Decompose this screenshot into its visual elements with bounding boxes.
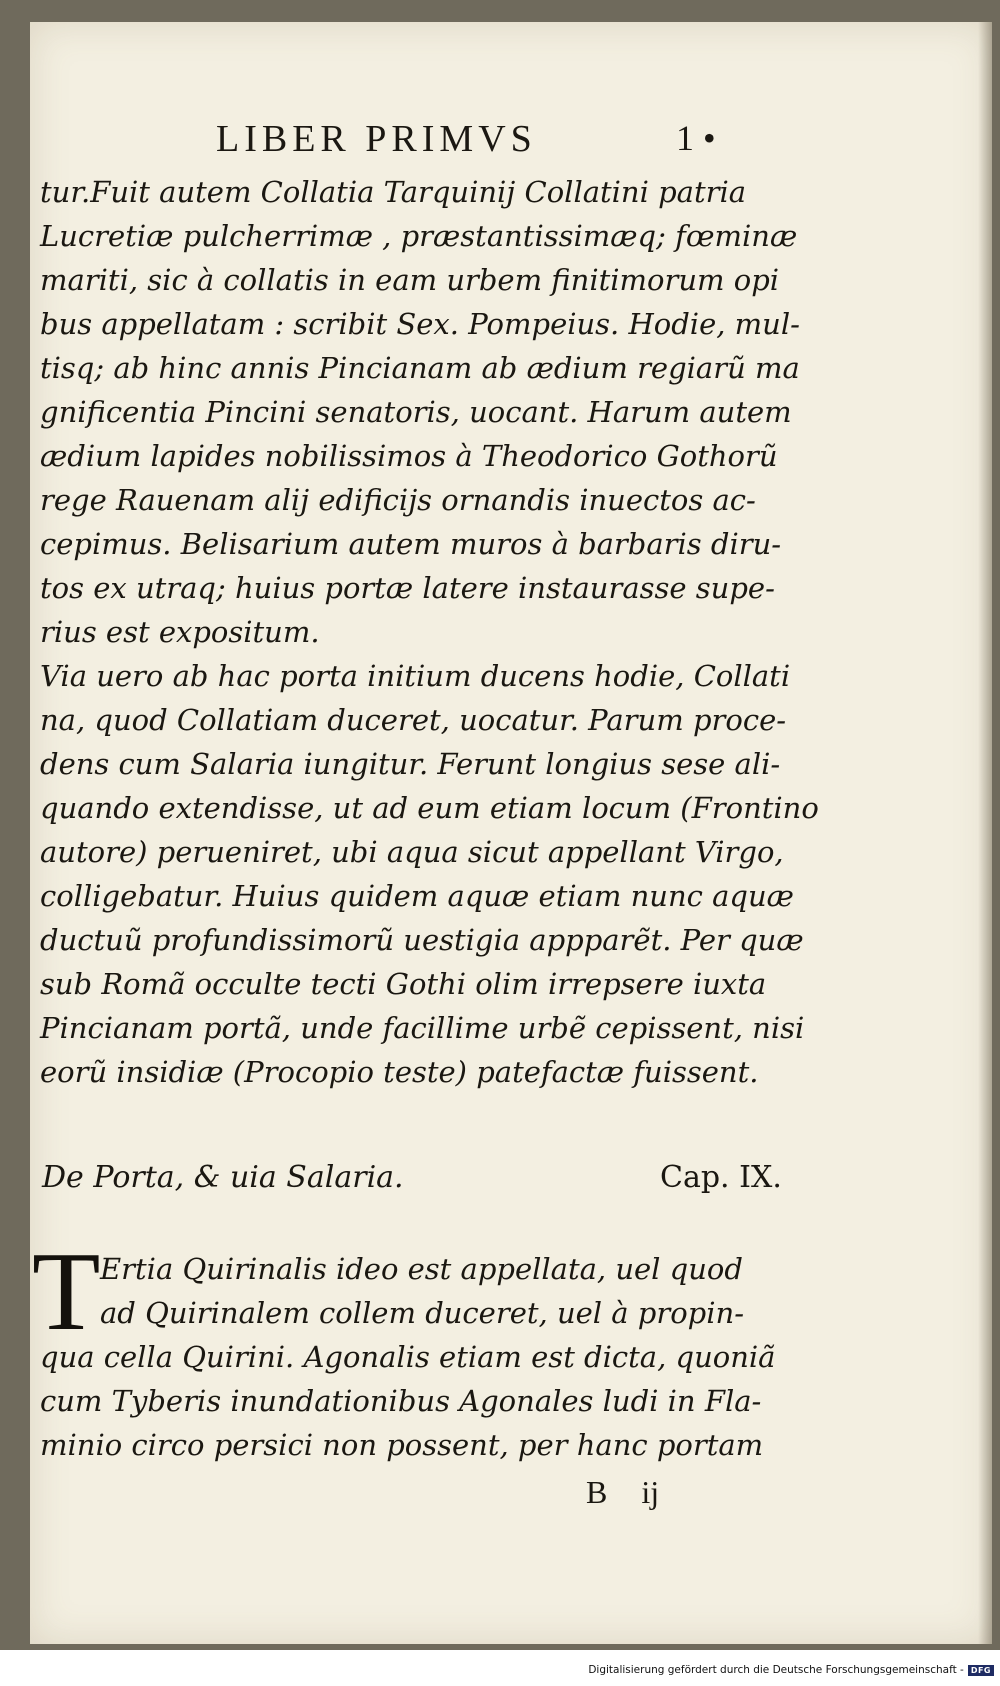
dfg-logo: DFG (968, 1665, 994, 1676)
text-line: sub Romã occulte tecti Gothi olim irrepsere iuxta (40, 967, 767, 1001)
text-line: dens cum Salaria iungitur. Ferunt longius sese ali- (40, 747, 781, 781)
text-line: tur.Fuit autem Collatia Tarquinij Collatini patria (40, 175, 747, 209)
text-line: Lucretiæ pulcherrimæ , præstantissimæq; fœminæ (40, 219, 798, 253)
text-line: qua cella Quirini. Agonalis etiam est dicta, quoniã (40, 1340, 776, 1374)
chapter-number: Cap. IX. (660, 1160, 782, 1195)
chapter-heading (30, 1160, 992, 1204)
text-line: ad Quirinalem collem duceret, uel à propin- (100, 1296, 744, 1330)
text-line: eorũ insidiæ (Procopio teste) patefactæ fuissent. (40, 1055, 759, 1089)
text-line: tisq; ab hinc annis Pincianam ab ædium regiarũ ma (40, 351, 800, 385)
digitization-credit (588, 1664, 994, 1676)
chapter-title: De Porta, & uia Salaria. (42, 1160, 404, 1195)
text-line: ædium lapides nobilissimos à Theodorico Gothorũ (40, 439, 778, 473)
text-line: bus appellatam : scribit Sex. Pompeius. Hodie, mul- (40, 307, 800, 341)
credit-text: Digitalisierung gefördert durch die Deutsche Forschungsgemeinschaft - (588, 1664, 964, 1676)
text-line: Ertia Quirinalis ideo est appellata, uel quod (100, 1252, 743, 1286)
text-line: rege Rauenam alij edificijs ornandis inuectos ac- (40, 483, 756, 517)
text-line: colligebatur. Huius quidem aquæ etiam nunc aquæ (40, 879, 794, 913)
text-line: ductuũ profundissimorũ uestigia appparẽt. Per quæ (40, 923, 804, 957)
text-line: na, quod Collatiam duceret, uocatur. Parum proce- (40, 703, 787, 737)
text-line: rius est expositum. (40, 615, 320, 649)
running-head (30, 107, 992, 167)
drop-capital: T (32, 1230, 101, 1354)
folio-number: 1 • (676, 118, 716, 158)
running-title: LIBER PRIMVS (216, 118, 537, 160)
text-line: autore) perueniret, ubi aqua sicut appellant Virgo, (40, 835, 784, 869)
text-line: Via uero ab hac porta initium ducens hodie, Collati (40, 659, 791, 693)
text-line: minio circo persici non possent, per hanc portam (40, 1428, 764, 1462)
signature-mark: B ij (586, 1474, 660, 1510)
book-page (30, 22, 992, 1644)
text-line: cum Tyberis inundationibus Agonales ludi in Fla- (40, 1384, 762, 1418)
text-line: cepimus. Belisarium autem muros à barbaris diru- (40, 527, 782, 561)
text-line: quando extendisse, ut ad eum etiam locum (Frontino (40, 791, 819, 825)
text-line: tos ex utraq; huius portæ latere instaurasse supe- (40, 571, 775, 605)
text-line: Pincianam portã, unde facillime urbẽ cepissent, nisi (40, 1011, 805, 1045)
text-line: mariti, sic à collatis in eam urbem finitimorum opi (40, 263, 780, 297)
text-line: gnificentia Pincini senatoris, uocant. Harum autem (40, 395, 792, 429)
